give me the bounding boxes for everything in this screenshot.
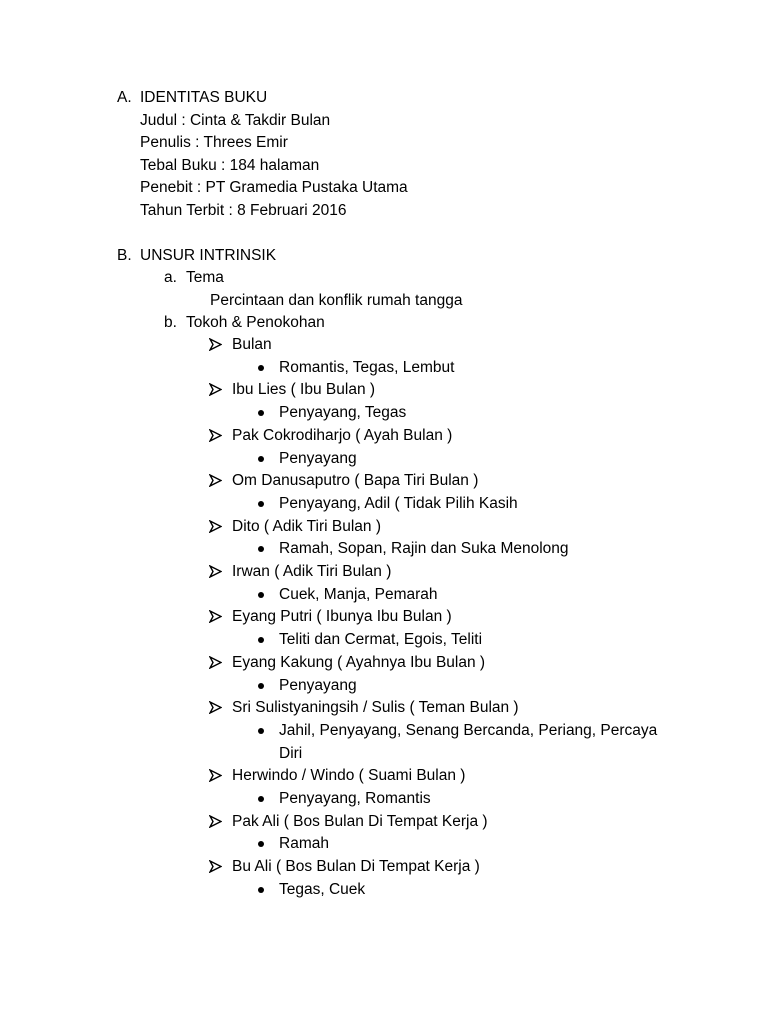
tokoh-marker: b. bbox=[164, 314, 177, 331]
character-name: Bu Ali ( Bos Bulan Di Tempat Kerja ) bbox=[232, 858, 480, 876]
arrow-bullet-icon bbox=[209, 860, 222, 873]
arrow-bullet-icon bbox=[209, 701, 222, 714]
tema-label: Tema bbox=[186, 269, 224, 286]
round-bullet-icon bbox=[258, 410, 264, 416]
round-bullet-icon bbox=[258, 365, 264, 371]
character-traits: Penyayang, Romantis bbox=[279, 790, 431, 807]
round-bullet-icon bbox=[258, 546, 264, 552]
tokoh-label: Tokoh & Penokohan bbox=[186, 314, 325, 331]
arrow-bullet-icon bbox=[209, 474, 222, 487]
round-bullet-icon bbox=[258, 796, 264, 802]
arrow-bullet-icon bbox=[209, 520, 222, 533]
arrow-bullet-icon bbox=[209, 815, 222, 828]
round-bullet-icon bbox=[258, 637, 264, 643]
book-pages-line: Tebal Buku : 184 halaman bbox=[140, 157, 320, 174]
tema-marker: a. bbox=[164, 269, 177, 286]
book-author-line: Penulis : Threes Emir bbox=[140, 134, 288, 151]
character-name: Pak Ali ( Bos Bulan Di Tempat Kerja ) bbox=[232, 812, 488, 830]
section-a-marker: A. bbox=[117, 89, 132, 106]
character-traits: Ramah, Sopan, Rajin dan Suka Menolong bbox=[279, 540, 569, 558]
arrow-bullet-icon bbox=[209, 610, 222, 623]
character-traits: Romantis, Tegas, Lembut bbox=[279, 358, 455, 376]
character-traits: Jahil, Penyayang, Senang Bercanda, Periang, Percaya bbox=[279, 721, 658, 739]
character-name: Sri Sulistyaningsih / Sulis ( Teman Bulan ) bbox=[232, 699, 519, 717]
book-year-line: Tahun Terbit : 8 Februari 2016 bbox=[140, 202, 347, 219]
character-traits: Penyayang, Tegas bbox=[279, 404, 407, 422]
arrow-bullet-icon bbox=[209, 338, 222, 351]
character-name: Herwindo / Windo ( Suami Bulan ) bbox=[232, 767, 466, 785]
round-bullet-icon bbox=[258, 456, 264, 462]
character-traits: Penyayang, Adil ( Tidak Pilih Kasih bbox=[279, 494, 518, 512]
round-bullet-icon bbox=[258, 841, 264, 847]
arrow-bullet-icon bbox=[209, 769, 222, 782]
tema-text: Percintaan dan konflik rumah tangga bbox=[210, 292, 463, 309]
round-bullet-icon bbox=[258, 592, 264, 598]
round-bullet-icon bbox=[258, 887, 264, 893]
book-title-line: Judul : Cinta & Takdir Bulan bbox=[140, 112, 331, 129]
character-name: Om Danusaputro ( Bapa Tiri Bulan ) bbox=[232, 472, 479, 490]
arrow-bullet-icon bbox=[209, 383, 222, 396]
arrow-bullet-icon bbox=[209, 565, 222, 578]
character-name: Irwan ( Adik Tiri Bulan ) bbox=[232, 563, 392, 580]
character-traits-continued: Diri bbox=[279, 744, 303, 762]
section-b-heading: UNSUR INTRINSIK bbox=[140, 247, 277, 264]
round-bullet-icon bbox=[258, 683, 264, 689]
arrow-bullet-icon bbox=[209, 429, 222, 442]
section-a-heading: IDENTITAS BUKU bbox=[140, 89, 268, 106]
arrow-bullet-icon bbox=[209, 656, 222, 669]
character-name: Pak Cokrodiharjo ( Ayah Bulan ) bbox=[232, 426, 453, 444]
round-bullet-icon bbox=[258, 501, 264, 507]
character-traits: Penyayang bbox=[279, 676, 357, 694]
character-traits: Ramah bbox=[279, 835, 329, 853]
character-name: Bulan bbox=[232, 336, 272, 353]
character-name: Ibu Lies ( Ibu Bulan ) bbox=[232, 381, 376, 399]
character-traits: Cuek, Manja, Pemarah bbox=[279, 585, 438, 603]
character-name: Eyang Kakung ( Ayahnya Ibu Bulan ) bbox=[232, 653, 486, 671]
character-traits: Penyayang bbox=[279, 449, 357, 467]
character-traits: Tegas, Cuek bbox=[279, 880, 366, 898]
character-name: Eyang Putri ( Ibunya Ibu Bulan ) bbox=[232, 608, 452, 626]
book-publisher-line: Penebit : PT Gramedia Pustaka Utama bbox=[140, 179, 408, 196]
character-name: Dito ( Adik Tiri Bulan ) bbox=[232, 517, 382, 535]
character-traits: Teliti dan Cermat, Egois, Teliti bbox=[279, 631, 483, 649]
section-b-marker: B. bbox=[117, 247, 132, 264]
round-bullet-icon bbox=[258, 728, 264, 734]
